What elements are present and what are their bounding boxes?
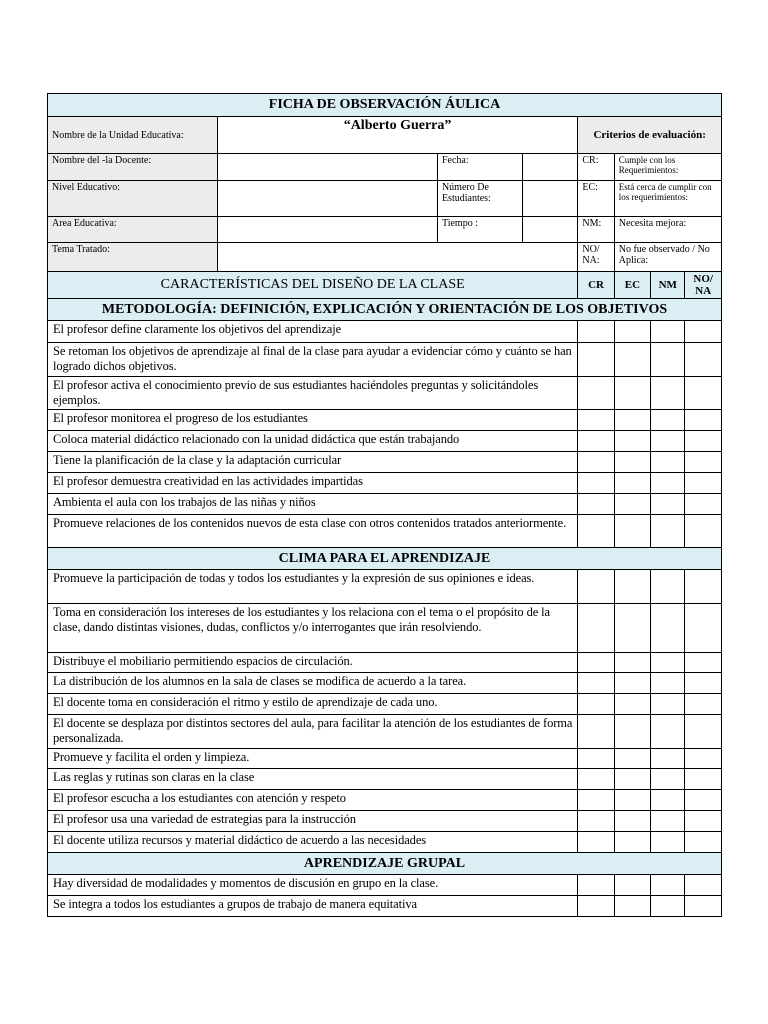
rating-cell-cr[interactable] xyxy=(578,715,614,749)
criterion-text: El profesor demuestra creatividad en las actividades impartidas xyxy=(48,473,578,494)
docente-field[interactable] xyxy=(217,154,437,181)
nivel-label: Nivel Educativo: xyxy=(48,181,218,217)
criteria-desc-ec: Está cerca de cumplir con los requerimientos: xyxy=(614,181,721,217)
rating-cell-nona[interactable] xyxy=(685,694,722,715)
rating-cell-cr[interactable] xyxy=(578,769,614,790)
rating-cell-ec[interactable] xyxy=(614,896,650,917)
criterion-row xyxy=(48,377,722,410)
criterion-text: El docente utiliza recursos y material didáctico de acuerdo a las necesidades xyxy=(48,832,578,853)
rating-cell-cr[interactable] xyxy=(578,515,614,548)
criterion-row xyxy=(48,473,722,494)
unidad-label: Nombre de la Unidad Educativa: xyxy=(48,117,218,154)
criterion-text: Promueve la participación de todas y todos los estudiantes y la expresión de sus opiniones e ideas. xyxy=(48,570,578,604)
criterion-text: Toma en consideración los intereses de los estudiantes y los relaciona con el tema o el propósito de la clase, dando distintas visiones, dudas, conflictos y/o interrogantes que irán resolviendo. xyxy=(48,604,578,653)
rating-cell-cr[interactable] xyxy=(578,431,614,452)
rating-cell-nm[interactable] xyxy=(651,377,685,410)
rating-cell-nona[interactable] xyxy=(685,832,722,853)
criteria-desc-cr: Cumple con los Requerimientos: xyxy=(614,154,721,181)
rating-cell-nona[interactable] xyxy=(685,494,722,515)
criterion-row xyxy=(48,694,722,715)
rating-cell-cr[interactable] xyxy=(578,343,614,377)
criterion-row xyxy=(48,452,722,473)
criterion-text: Se retoman los objetivos de aprendizaje al final de la clase para ayudar a evidenciar cómo y cuánto se han logrado dichos objetivos. xyxy=(48,343,578,377)
criterion-text: El docente toma en consideración el ritmo y estilo de aprendizaje de cada uno. xyxy=(48,694,578,715)
criterion-row xyxy=(48,515,722,548)
rating-cell-cr[interactable] xyxy=(578,875,614,896)
rating-cell-nm[interactable] xyxy=(651,410,685,431)
rating-cell-nona[interactable] xyxy=(685,896,722,917)
rating-cell-nm[interactable] xyxy=(651,431,685,452)
rating-cell-ec[interactable] xyxy=(614,377,650,410)
tema-field[interactable] xyxy=(217,243,578,272)
criterion-row xyxy=(48,431,722,452)
section-title: APRENDIZAJE GRUPAL xyxy=(48,853,722,875)
criteria-desc-nm: Necesita mejora: xyxy=(614,217,721,243)
rating-cell-ec[interactable] xyxy=(614,604,650,653)
criterion-row xyxy=(48,494,722,515)
rating-cell-cr[interactable] xyxy=(578,832,614,853)
rating-cell-nm[interactable] xyxy=(651,494,685,515)
rating-cell-cr[interactable] xyxy=(578,694,614,715)
rating-cell-nona[interactable] xyxy=(685,343,722,377)
criterion-text: Las reglas y rutinas son claras en la clase xyxy=(48,769,578,790)
rating-cell-cr[interactable] xyxy=(578,811,614,832)
rating-cell-cr[interactable] xyxy=(578,673,614,694)
rating-cell-cr[interactable] xyxy=(578,896,614,917)
area-label: Area Educativa: xyxy=(48,217,218,243)
rating-cell-nm[interactable] xyxy=(651,832,685,853)
rating-cell-ec[interactable] xyxy=(614,875,650,896)
criteria-code-nm: NM: xyxy=(578,217,614,243)
criterion-text: El profesor define claramente los objetivos del aprendizaje xyxy=(48,321,578,343)
rating-cell-cr[interactable] xyxy=(578,653,614,673)
criterion-row xyxy=(48,811,722,832)
criterion-row xyxy=(48,832,722,853)
criterion-text: Promueve y facilita el orden y limpieza. xyxy=(48,749,578,769)
criteria-desc-nona: No fue observado / No Aplica: xyxy=(614,243,721,272)
rating-cell-nona[interactable] xyxy=(685,431,722,452)
criterion-text: La distribución de los alumnos en la sala de clases se modifica de acuerdo a la tarea. xyxy=(48,673,578,694)
rating-cell-nm[interactable] xyxy=(651,790,685,811)
criteria-code-cr: CR: xyxy=(578,154,614,181)
criterion-row xyxy=(48,749,722,769)
rating-cell-ec[interactable] xyxy=(614,410,650,431)
criterion-text: El profesor monitorea el progreso de los estudiantes xyxy=(48,410,578,431)
rating-cell-nm[interactable] xyxy=(651,515,685,548)
rating-cell-nona[interactable] xyxy=(685,653,722,673)
rating-cell-cr[interactable] xyxy=(578,604,614,653)
numero-estudiantes-label xyxy=(437,181,522,217)
observation-form xyxy=(47,93,722,917)
criterion-text: Hay diversidad de modalidades y momentos de discusión en grupo en la clase. xyxy=(48,875,578,896)
criteria-code-ec: EC: xyxy=(578,181,614,217)
unidad-value[interactable]: “Alberto Guerra” xyxy=(217,117,578,154)
criterion-row xyxy=(48,604,722,653)
section-title: CLIMA PARA EL APRENDIZAJE xyxy=(48,548,722,570)
rating-cell-nona[interactable] xyxy=(685,377,722,410)
rating-cell-nona[interactable] xyxy=(685,452,722,473)
col-header-nm: NM xyxy=(651,272,685,299)
criterion-text: El docente se desplaza por distintos sectores del aula, para facilitar la atención de los estudiantes de forma personalizada. xyxy=(48,715,578,749)
tiempo-label: Tiempo : xyxy=(437,217,522,243)
tema-label: Tema Tratado: xyxy=(48,243,218,272)
criterion-text: Distribuye el mobiliario permitiendo espacios de circulación. xyxy=(48,653,578,673)
rating-cell-nona[interactable] xyxy=(685,473,722,494)
criterion-row xyxy=(48,343,722,377)
rating-cell-nm[interactable] xyxy=(651,673,685,694)
col-header-ec: EC xyxy=(614,272,650,299)
docente-label: Nombre del -la Docente: xyxy=(48,154,218,181)
rating-cell-ec[interactable] xyxy=(614,715,650,749)
criterion-row xyxy=(48,321,722,343)
rating-cell-nm[interactable] xyxy=(651,715,685,749)
criterion-row xyxy=(48,715,722,749)
rating-cell-nm[interactable] xyxy=(651,749,685,769)
rating-cell-cr[interactable] xyxy=(578,570,614,604)
rating-cell-ec[interactable] xyxy=(614,452,650,473)
rating-cell-nona[interactable] xyxy=(685,570,722,604)
rating-cell-nm[interactable] xyxy=(651,452,685,473)
rating-cell-cr[interactable] xyxy=(578,790,614,811)
rating-cell-nm[interactable] xyxy=(651,653,685,673)
rating-cell-nona[interactable] xyxy=(685,790,722,811)
rating-cell-cr[interactable] xyxy=(578,749,614,769)
criterion-text: El profesor usa una variedad de estrategias para la instrucción xyxy=(48,811,578,832)
rating-cell-ec[interactable] xyxy=(614,749,650,769)
rating-cell-ec[interactable] xyxy=(614,832,650,853)
rating-cell-ec[interactable] xyxy=(614,673,650,694)
rating-cell-nm[interactable] xyxy=(651,343,685,377)
rating-cell-nm[interactable] xyxy=(651,604,685,653)
rating-cell-nm[interactable] xyxy=(651,811,685,832)
criteria-code-nona: NO/ NA: xyxy=(578,243,614,272)
criterion-text: El profesor activa el conocimiento previo de sus estudiantes haciéndoles preguntas y solicitándoles ejemplos. xyxy=(48,377,578,410)
rating-cell-nm[interactable] xyxy=(651,321,685,343)
rating-cell-ec[interactable] xyxy=(614,431,650,452)
rating-cell-nona[interactable] xyxy=(685,811,722,832)
rating-cell-nm[interactable] xyxy=(651,694,685,715)
caracteristicas-header xyxy=(48,272,578,299)
criterion-text: Se integra a todos los estudiantes a grupos de trabajo de manera equitativa xyxy=(48,896,578,917)
rating-cell-cr[interactable] xyxy=(578,494,614,515)
rating-cell-cr[interactable] xyxy=(578,410,614,431)
criterion-row xyxy=(48,790,722,811)
criterios-label: Criterios de evaluación: xyxy=(578,117,722,154)
area-field[interactable] xyxy=(217,217,437,243)
rating-cell-ec[interactable] xyxy=(614,343,650,377)
rating-cell-nona[interactable] xyxy=(685,749,722,769)
rating-cell-ec[interactable] xyxy=(614,473,650,494)
rating-cell-cr[interactable] xyxy=(578,377,614,410)
rating-cell-cr[interactable] xyxy=(578,473,614,494)
rating-cell-ec[interactable] xyxy=(614,769,650,790)
col-header-nona: NO/ NA xyxy=(685,272,722,299)
numero-field[interactable] xyxy=(522,181,578,217)
criterion-row xyxy=(48,896,722,917)
rating-cell-nm[interactable] xyxy=(651,570,685,604)
fecha-field[interactable] xyxy=(522,154,578,181)
rating-cell-nm[interactable] xyxy=(651,473,685,494)
section-title: METODOLOGÍA: DEFINICIÓN, EXPLICACIÓN Y ORIENTACIÓN DE LOS OBJETIVOS xyxy=(48,299,722,321)
criterion-row xyxy=(48,769,722,790)
rating-cell-nm[interactable] xyxy=(651,875,685,896)
criterion-text: El profesor escucha a los estudiantes con atención y respeto xyxy=(48,790,578,811)
nivel-field[interactable] xyxy=(217,181,437,217)
criterion-text: Tiene la planificación de la clase y la adaptación curricular xyxy=(48,452,578,473)
rating-cell-nona[interactable] xyxy=(685,410,722,431)
rating-cell-ec[interactable] xyxy=(614,570,650,604)
rating-cell-nona[interactable] xyxy=(685,604,722,653)
tiempo-field[interactable] xyxy=(522,217,578,243)
criterion-text: Promueve relaciones de los contenidos nuevos de esta clase con otros contenidos tratados anteriormente. xyxy=(48,515,578,548)
rating-cell-ec[interactable] xyxy=(614,494,650,515)
rating-cell-ec[interactable] xyxy=(614,515,650,548)
criterion-row xyxy=(48,875,722,896)
numero-label-line2: Estudiantes: xyxy=(441,193,491,204)
rating-cell-nona[interactable] xyxy=(685,715,722,749)
rating-cell-ec[interactable] xyxy=(614,694,650,715)
criterion-text: Coloca material didáctico relacionado con la unidad didáctica que están trabajando xyxy=(48,431,578,452)
criterion-row xyxy=(48,673,722,694)
rating-cell-nona[interactable] xyxy=(685,321,722,343)
rating-cell-nona[interactable] xyxy=(685,875,722,896)
rating-cell-nona[interactable] xyxy=(685,769,722,790)
rating-cell-nm[interactable] xyxy=(651,769,685,790)
rating-cell-ec[interactable] xyxy=(614,811,650,832)
rating-cell-nm[interactable] xyxy=(651,896,685,917)
fecha-label: Fecha: xyxy=(437,154,522,181)
evaluation-sections xyxy=(48,299,722,917)
caracteristicas-text: CARACTERÍSTICAS DEL DISEÑO DE LA CLASE xyxy=(160,277,465,292)
rating-cell-cr[interactable] xyxy=(578,321,614,343)
rating-cell-ec[interactable] xyxy=(614,790,650,811)
criterion-row xyxy=(48,653,722,673)
criterion-row xyxy=(48,410,722,431)
rating-cell-ec[interactable] xyxy=(614,653,650,673)
criterion-row xyxy=(48,570,722,604)
rating-cell-ec[interactable] xyxy=(614,321,650,343)
col-header-cr: CR xyxy=(578,272,614,299)
rating-cell-cr[interactable] xyxy=(578,452,614,473)
criterion-text: Ambienta el aula con los trabajos de las niñas y niños xyxy=(48,494,578,515)
form-title: FICHA DE OBSERVACIÓN ÁULICA xyxy=(48,94,722,117)
rating-cell-nona[interactable] xyxy=(685,515,722,548)
rating-cell-nona[interactable] xyxy=(685,673,722,694)
numero-label-line1: Número De xyxy=(441,182,489,193)
